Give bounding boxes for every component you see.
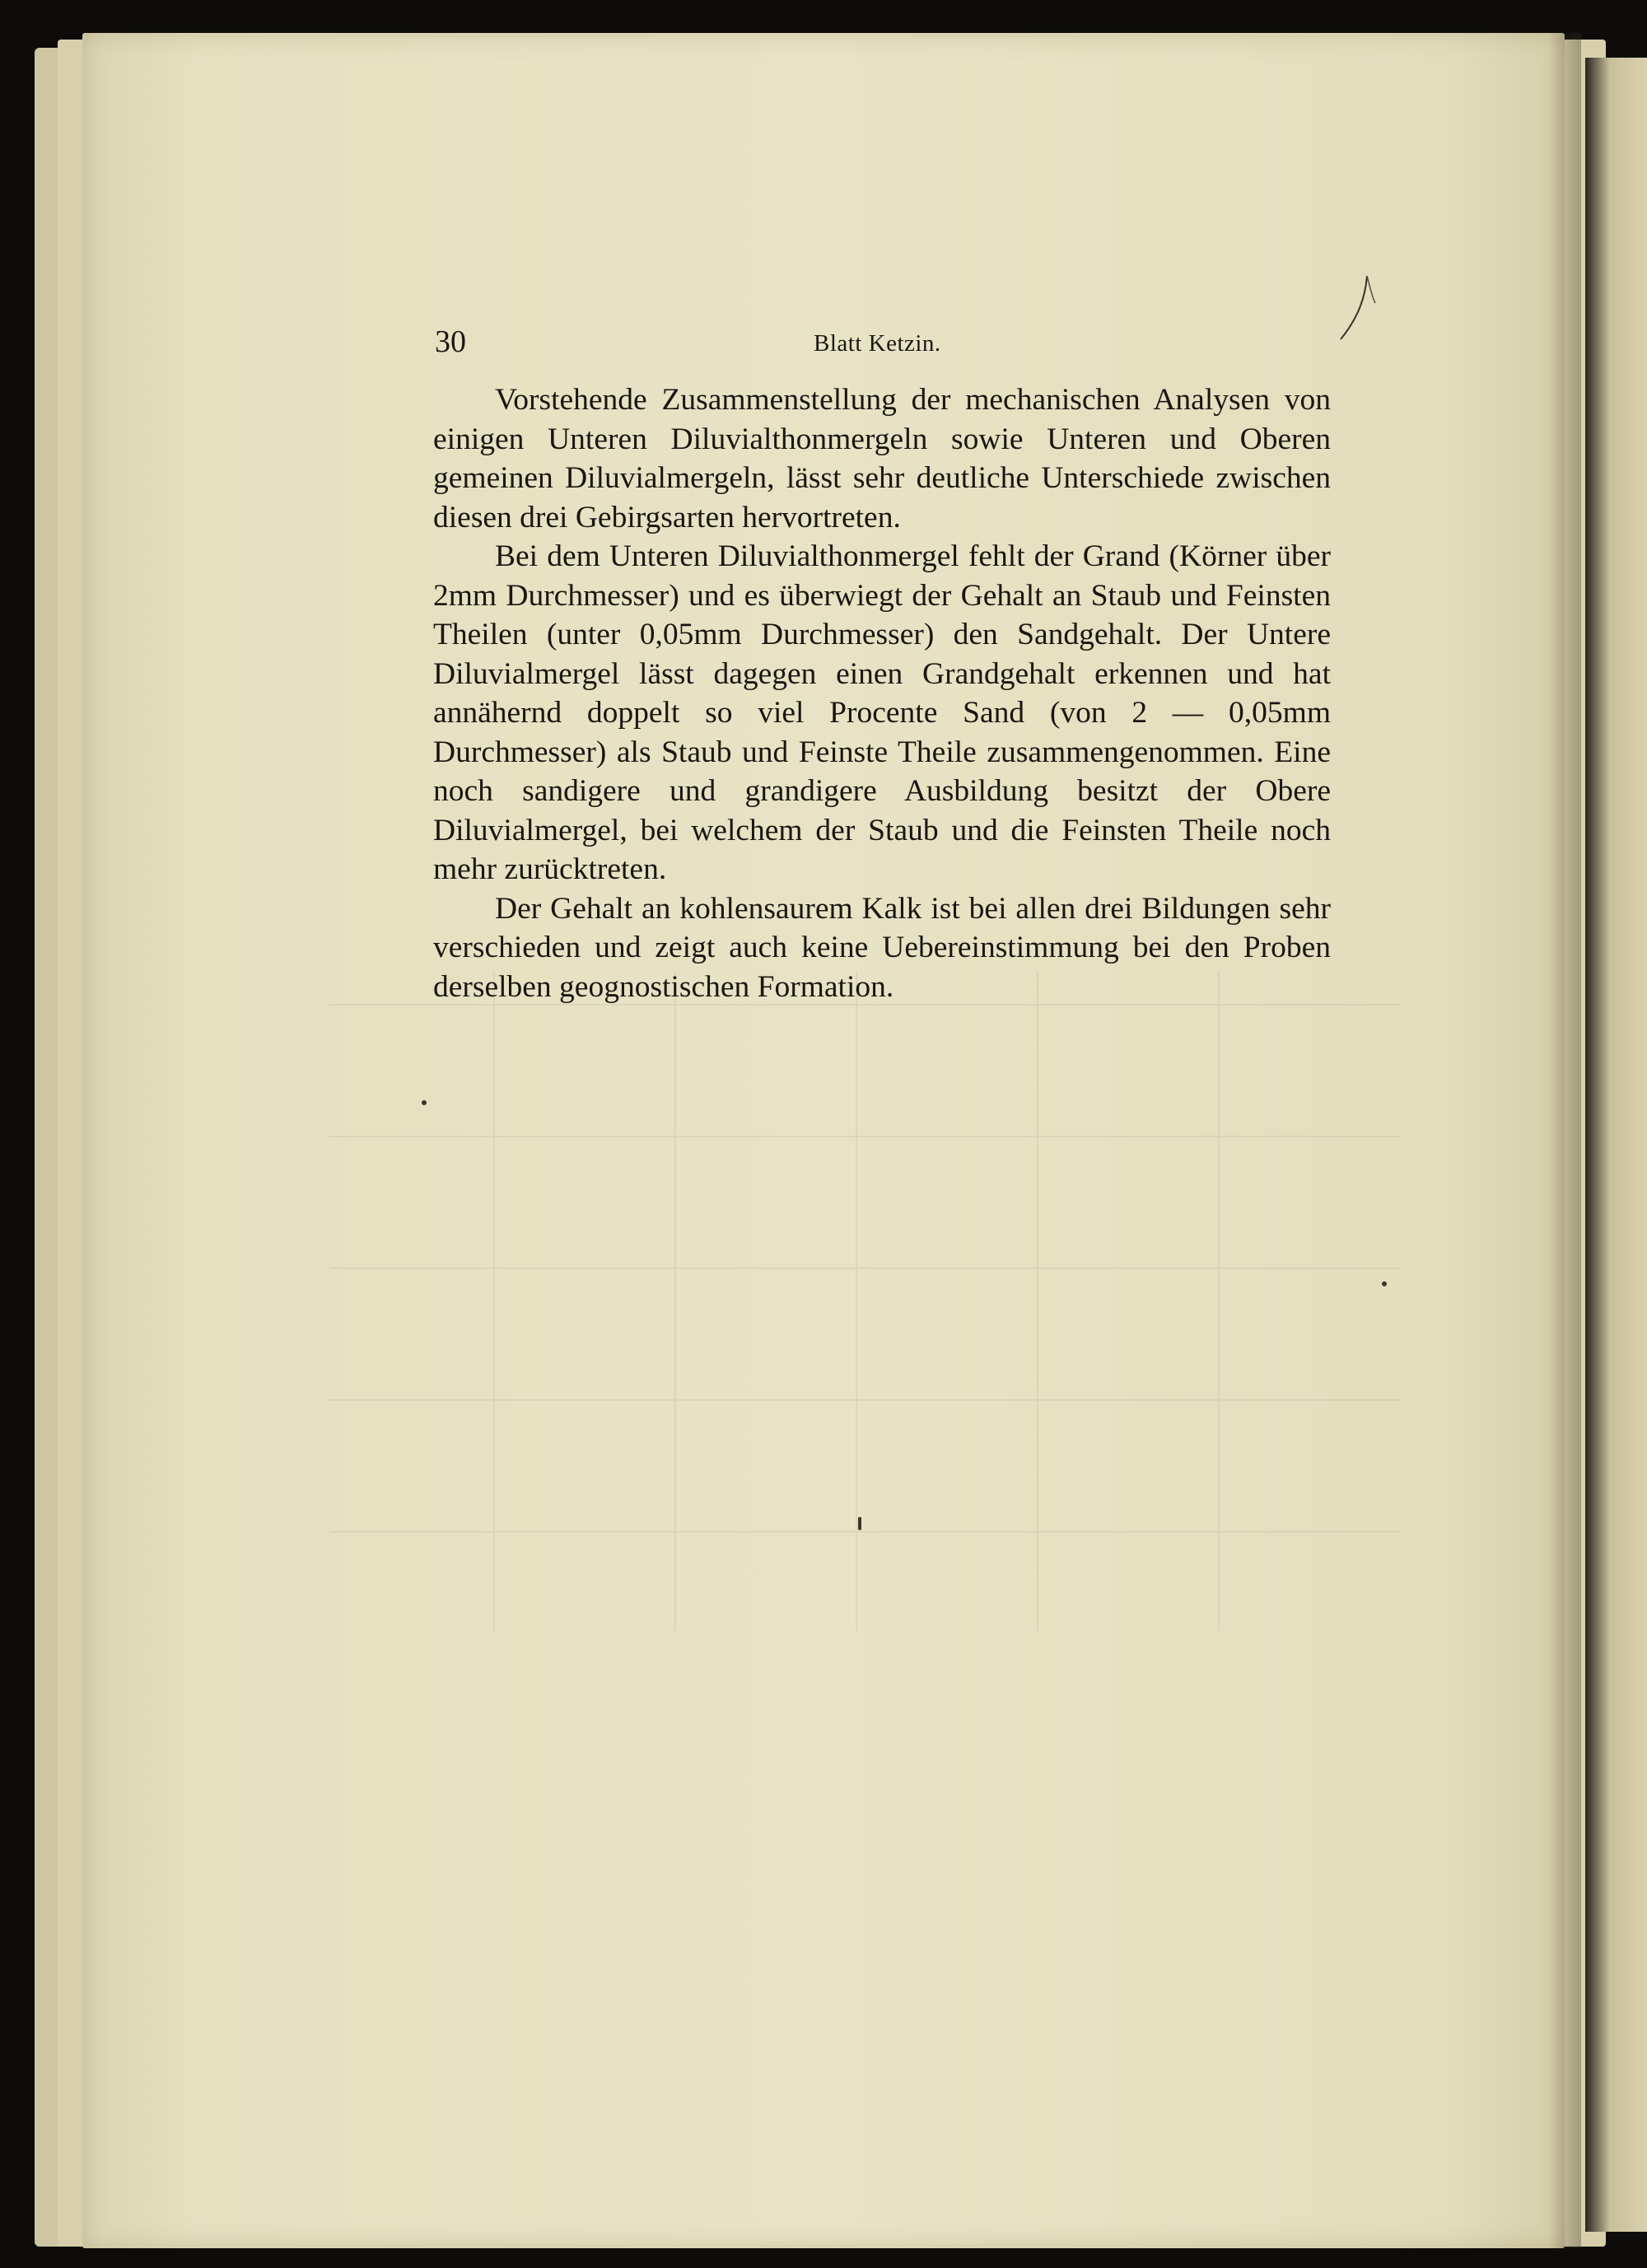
page-number: 30 bbox=[435, 324, 466, 359]
paragraph-3: Der Gehalt an kohlensaurem Kalk ist bei allen drei Bildungen sehr verschieden und zeigt auch keine Uebereinstimmung bei den Proben derselben geognostischen Formation. bbox=[433, 891, 1331, 1004]
body-text bbox=[433, 380, 1331, 1006]
binding-shadow bbox=[1548, 33, 1581, 2248]
book-page bbox=[82, 33, 1565, 2248]
running-title: Blatt Ketzin. bbox=[814, 330, 941, 357]
speck bbox=[1382, 1281, 1387, 1286]
speck bbox=[858, 1517, 861, 1530]
paragraph-1: Vorstehende Zusammenstellung der mechanischen Analysen von einigen Unteren Diluvialthonmergeln sowie Unteren und Oberen gemeinen Diluvialmergeln, lässt sehr deutliche Unterschiede zwischen diesen drei Gebirgsarten hervortreten. bbox=[433, 383, 1331, 534]
page-crease bbox=[1334, 272, 1383, 354]
page-header bbox=[435, 321, 1332, 362]
paragraph-2: Bei dem Unteren Diluvialthonmergel fehlt der Grand (Körner über 2mm Durchmesser) und es überwiegt der Gehalt an Staub und Feinsten Theilen (unter 0,05mm Durchmesser) den Sandgehalt. Der Untere Diluvialmergel lässt dagegen einen Grandgehalt erkennen und hat annähernd doppelt so viel Procente Sand (von 2 — 0,05mm Durchmesser) als Staub und Feinste Theile zusammengenommen. Eine noch sandigere und grandigere Ausbildung besitzt der Obere Diluvialmergel, bei welchem der Staub und die Feinsten Theile noch mehr zurücktreten. bbox=[433, 539, 1331, 886]
speck bbox=[422, 1100, 427, 1105]
facing-page-edge bbox=[1585, 58, 1647, 2232]
